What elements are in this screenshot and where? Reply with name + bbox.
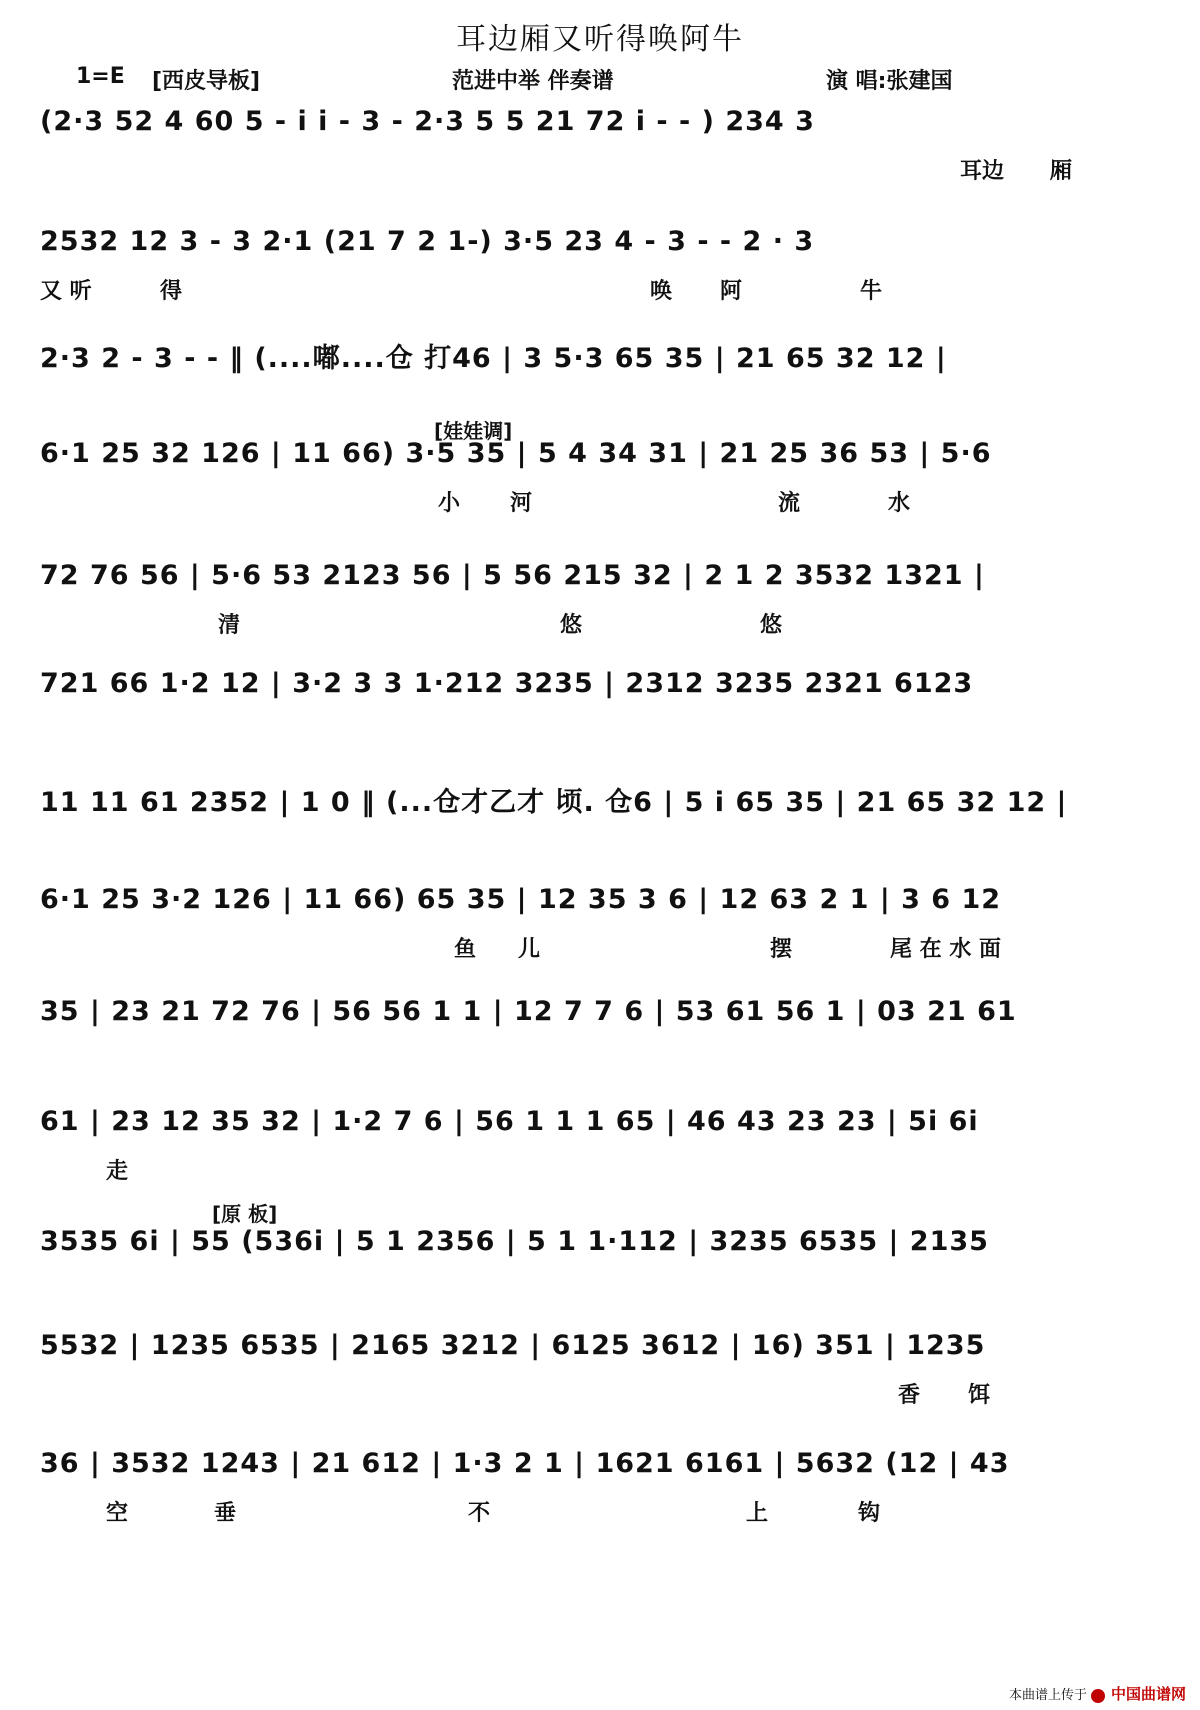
notation-line: 2·3 2 - 3 - - ‖ (....嘟....仓 打46 | 3 5·3 65 35 | 21 65 32 12 | bbox=[40, 343, 947, 374]
lyric-line bbox=[40, 608, 1170, 638]
lyric-syllable: 摆 bbox=[770, 937, 793, 962]
lyric-syllable: 上 bbox=[746, 1501, 769, 1526]
score-title: 耳边厢又听得唤阿牛 bbox=[456, 22, 744, 57]
key-signature: 1=E bbox=[76, 64, 125, 89]
lyric-syllable: 阿 bbox=[720, 279, 743, 304]
lyric-line bbox=[40, 154, 1170, 184]
lyric-line bbox=[40, 1378, 1170, 1408]
lyric-syllable: 垂 bbox=[214, 1501, 237, 1526]
footer-credit bbox=[1009, 1683, 1186, 1704]
lyric-syllable: 又 听 bbox=[40, 279, 92, 304]
lyric-syllable: 厢 bbox=[1050, 159, 1073, 184]
notation-line: 5532 | 1235 6535 | 2165 3212 | 6125 3612 | 16) 351 | 1235 bbox=[40, 1330, 986, 1361]
lyric-syllable: 悠 bbox=[560, 613, 583, 638]
lyric-syllable: 流 bbox=[778, 491, 801, 516]
notation-line: 721 66 1·2 12 | 3·2 3 3 1·212 3235 | 2312 3235 2321 6123 bbox=[40, 668, 974, 699]
notation-line: 2532 12 3 - 3 2·1 (21 7 2 1-) 3·5 23 4 - 3 - - 2 · 3 bbox=[40, 226, 815, 257]
lyric-line bbox=[40, 1154, 1170, 1184]
lyric-syllable: 唤 bbox=[650, 279, 673, 304]
lyric-syllable: 走 bbox=[106, 1159, 129, 1184]
lyric-syllable: 得 bbox=[160, 279, 183, 304]
lyric-syllable: 小 bbox=[438, 491, 461, 516]
mode-label: [西皮导板] bbox=[152, 69, 261, 94]
lyric-syllable: 尾 在 水 面 bbox=[890, 937, 1001, 962]
notation-line: 36 | 3532 1243 | 21 612 | 1·3 2 1 | 1621 6161 | 5632 (12 | 43 bbox=[40, 1448, 1010, 1479]
lyric-syllable: 悠 bbox=[760, 613, 783, 638]
singer-credit: 演 唱:张建国 bbox=[826, 69, 953, 94]
lyric-syllable: 清 bbox=[218, 613, 241, 638]
notation-line: 6·1 25 3·2 126 | 11 66) 65 35 | 12 35 3 6 | 12 63 2 1 | 3 6 12 bbox=[40, 884, 1002, 915]
notation-line: (2·3 52 4 60 5 - i i - 3 - 2·3 5 5 21 72 i - - ) 234 3 bbox=[40, 106, 815, 137]
lyric-line bbox=[40, 932, 1170, 962]
notation-line: 11 11 61 2352 | 1 0 ‖ (...仓才乙才 顷. 仓6 | 5 i 65 35 | 21 65 32 12 | bbox=[40, 787, 1068, 818]
footer-text: 本曲谱上传于 bbox=[1008, 1688, 1087, 1703]
lyric-syllable: 儿 bbox=[518, 937, 541, 962]
notation-line: 35 | 23 21 72 76 | 56 56 1 1 | 12 7 7 6 | 53 61 56 1 | 03 21 61 bbox=[40, 996, 1017, 1027]
lyric-syllable: 水 bbox=[888, 491, 911, 516]
section-mark-yuanban: [原 板] bbox=[212, 1202, 278, 1226]
notation-line: 72 76 56 | 5·6 53 2123 56 | 5 56 215 32 | 2 1 2 3532 1321 | bbox=[40, 560, 985, 591]
site-logo-icon bbox=[1091, 1689, 1105, 1703]
lyric-line bbox=[40, 1496, 1170, 1526]
lyric-syllable: 饵 bbox=[968, 1383, 991, 1408]
notation-line: 61 | 23 12 35 32 | 1·2 7 6 | 56 1 1 1 65 | 46 43 23 23 | 5i 6i bbox=[40, 1106, 979, 1137]
lyric-syllable: 河 bbox=[510, 491, 533, 516]
notation-line: 3535 6i | 55 (536i | 5 1 2356 | 5 1 1·112 | 3235 6535 | 2135 bbox=[40, 1226, 989, 1257]
lyric-syllable: 香 bbox=[898, 1383, 921, 1408]
lyric-syllable: 空 bbox=[106, 1501, 129, 1526]
lyric-syllable: 不 bbox=[468, 1501, 491, 1526]
notation-line: 6·1 25 32 126 | 11 66) 3·5 35 | 5 4 34 31 | 21 25 36 53 | 5·6 bbox=[40, 438, 992, 469]
lyric-line bbox=[40, 274, 1170, 304]
section-mark-wawadiao: [娃娃调] bbox=[434, 419, 513, 443]
lyric-line bbox=[40, 486, 1170, 516]
footer-site: 中国曲谱网 bbox=[1110, 1685, 1186, 1703]
lyric-syllable: 耳边 bbox=[960, 159, 1005, 184]
lyric-syllable: 鱼 bbox=[454, 937, 477, 962]
lyric-syllable: 牛 bbox=[860, 279, 883, 304]
score-subtitle: 范进中举 伴奏谱 bbox=[452, 69, 614, 94]
lyric-syllable: 钩 bbox=[858, 1501, 881, 1526]
